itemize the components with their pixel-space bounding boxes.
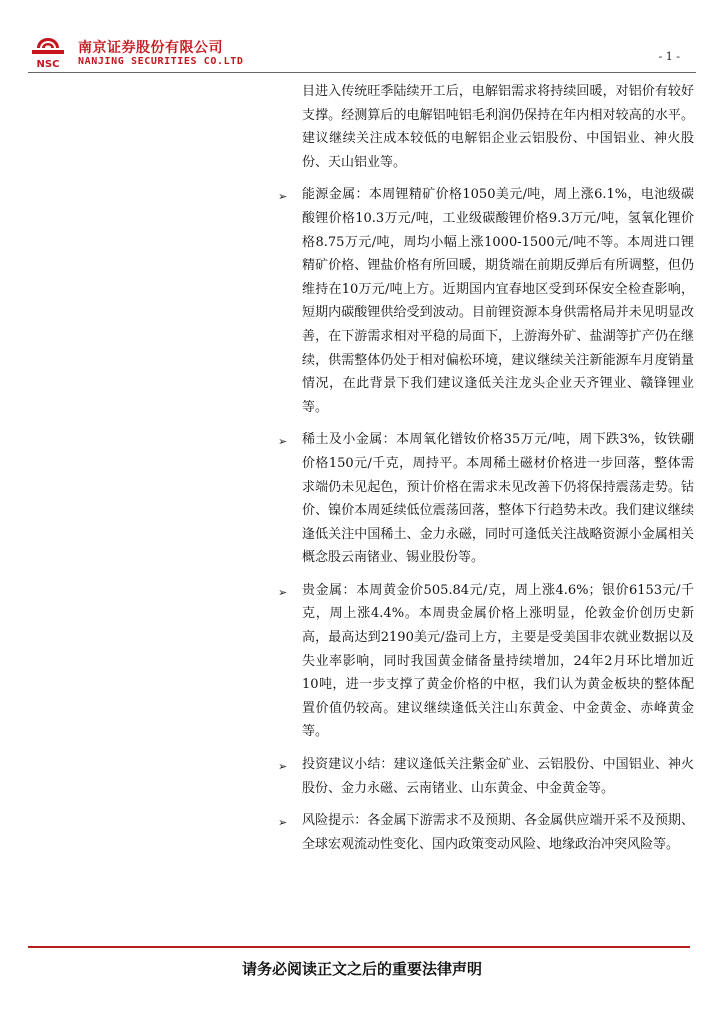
footer-divider [28,946,690,948]
arrow-bullet-icon: ➢ [278,760,288,774]
page-number: - 1 - [658,50,680,63]
header-divider [28,72,696,73]
section-precious-metals [278,579,694,744]
section-text: 能源金属：本周锂精矿价格1050美元/吨，周上涨6.1%，电池级碳酸锂价格10.3万元/吨，工业级碳酸锂价格9.3万元/吨，氢氧化锂价格8.75万元/吨，周均小幅上涨1000-1500元/吨不等。本周进口锂精矿价格、锂盐价格有所回暖，期货端在前期反弹后有所调整，但仍维持在10万元/吨上方。近期国内宜春地区受到环保安全检查影响，短期内碳酸锂供给受到波动。目前锂资源本身供需格局并未见明显改善，在下游需求相对平稳的局面下，上游海外矿、盐湖等扩产仍在继续，供需整体仍处于相对偏松环境，建议继续关注新能源车月度销量情况，在此背景下我们建议逢低关注龙头企业天齐锂业、赣锋锂业等。 [302,187,694,415]
section-text: 贵金属：本周黄金价505.84元/克，周上涨4.6%；银价6153元/千克，周上涨4.4%。本周贵金属价格上涨明显，伦敦金价创历史新高，最高达到2190美元/盎司上方，主要是受美国非农就业数据以及失业率影响，同时我国黄金储备量持续增加，24年2月环比增加近10吨，进一步支撑了黄金价格的中枢，我们认为黄金板块的整体配置价值仍较高。建议继续逢低关注山东黄金、中金黄金、赤峰黄金等。 [302,582,694,740]
legal-disclaimer: 请务必阅读正文之后的重要法律声明 [241,960,482,978]
arrow-bullet-icon: ➢ [278,585,288,599]
section-energy-metals [278,183,694,419]
section-investment-summary [278,753,694,800]
section-risk-warning [278,809,694,856]
page-header [0,0,724,80]
intro-paragraph: 目进入传统旺季陆续开工后，电解铝需求将持续回暖，对铝价有较好支撑。经测算后的电解铝吨铝毛利润仍保持在年内相对较高的水平。建议继续关注成本较低的电解铝企业云铝股份、中国铝业、神火股份、天山铝业等。 [302,84,694,170]
nsc-logo [28,36,68,70]
section-text: 稀土及小金属：本周氧化镨钕价格35万元/吨，周下跌3%，钕铁硼价格150元/千克，周持平。本周稀土磁材价格进一步回落，整体需求端仍未见起色，预计价格在需求未见改善下仍将保持震荡走势。钴价、镍价本周延续低位震荡回落，整体下行趋势未改。我们建议继续逢低关注中国稀土、金力永磁，同时可逢低关注战略资源小金属相关概念股云南锗业、锡业股份等。 [302,432,694,566]
arrow-bullet-icon: ➢ [278,190,288,204]
company-name-cn: 南京证券股份有限公司 [78,40,223,56]
arrow-bullet-icon: ➢ [278,816,288,830]
company-name-en: NANJING SECURITIES CO.LTD [78,56,244,67]
section-text: 风险提示：各金属下游需求不及预期、各金属供应端开采不及预期、全球宏观流动性变化、国内政策变动风险、地缘政治冲突风险等。 [302,813,694,852]
section-rare-earth [278,428,694,570]
section-text: 投资建议小结：建议逢低关注紫金矿业、云铝股份、中国铝业、神火股份、金力永磁、云南锗业、山东黄金、中金黄金等。 [302,757,694,796]
logo-text: NSC [36,59,60,70]
report-body [278,80,694,856]
arrow-bullet-icon: ➢ [278,435,288,449]
